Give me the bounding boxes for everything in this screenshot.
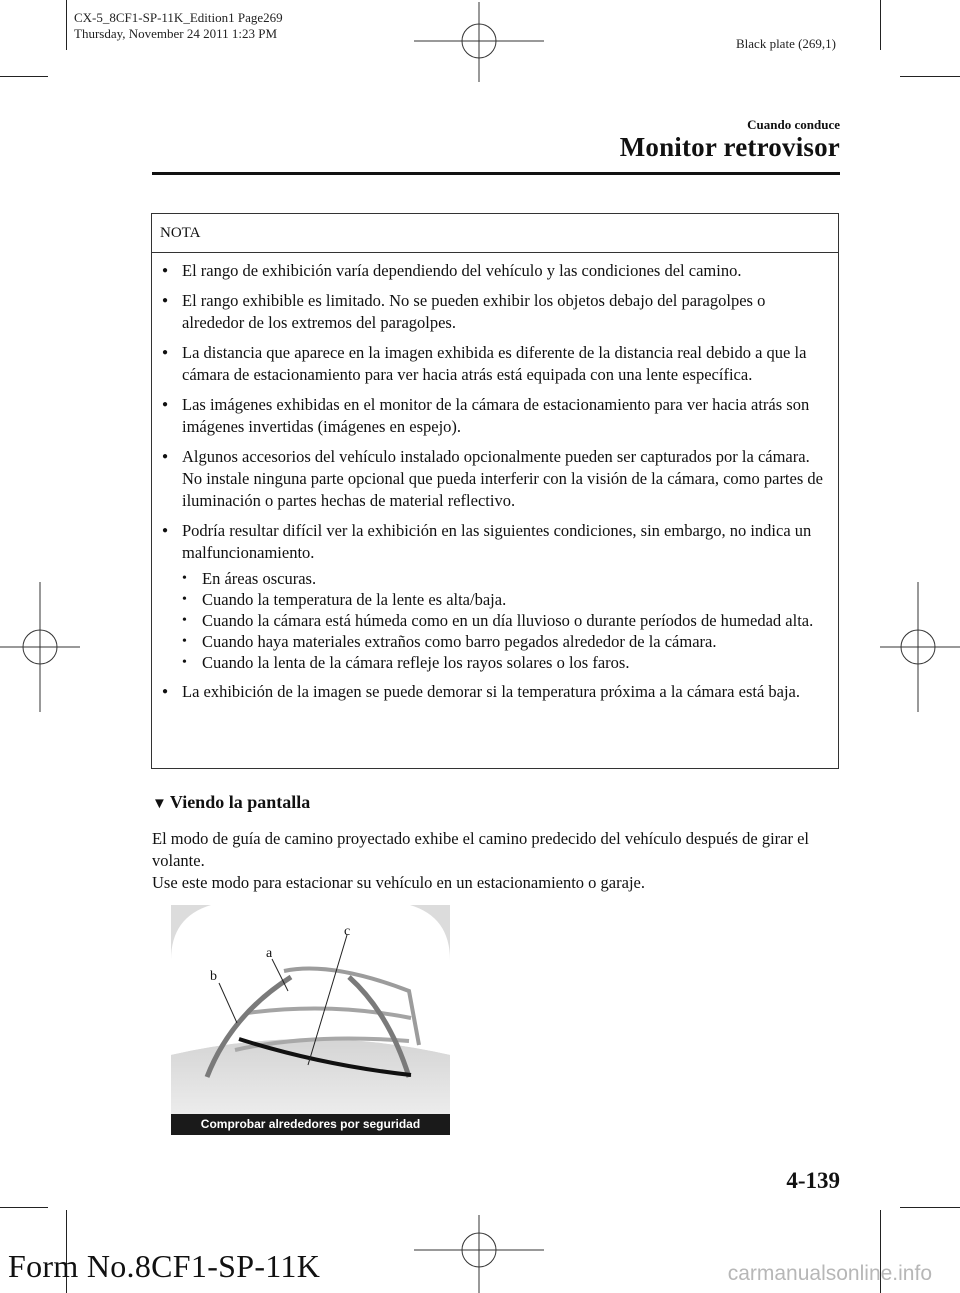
note-item [160, 342, 828, 386]
note-item-text: La exhibición de la imagen se puede demorar si la temperatura próxima a la cámara está baja. [182, 682, 801, 701]
note-item [160, 446, 828, 512]
callout-label-b: b [210, 969, 217, 984]
header-divider [152, 172, 840, 175]
note-item [160, 681, 828, 703]
form-number: Form No.8CF1-SP-11K [8, 1248, 321, 1284]
print-meta-line2: Thursday, November 24 2011 1:23 PM [74, 26, 278, 41]
crop-mark [0, 1207, 48, 1208]
rearview-guide-lines-illustration [171, 905, 450, 1114]
body-text [152, 828, 842, 894]
section-label: Cuando conduce [747, 117, 840, 132]
note-item-text: La distancia que aparece en la imagen exhibida es diferente de la distancia real debido a que la cámara de estacionamiento para ver hacia atrás está equipada con una lente específica. [182, 343, 807, 384]
figure-caption: Comprobar alrededores por seguridad [171, 1114, 450, 1135]
triangle-down-icon: ▼ [152, 796, 167, 812]
page-title: Monitor retrovisor [619, 132, 840, 162]
registration-mark-icon [0, 582, 80, 712]
note-sub-item: • En áreas oscuras. [182, 568, 828, 589]
note-item [160, 394, 828, 438]
note-sub-list [182, 564, 828, 673]
crop-mark [900, 76, 960, 77]
note-heading: NOTA [152, 214, 838, 253]
note-sub-item: • Cuando la temperatura de la lente es alta/baja. [182, 589, 828, 610]
crop-mark [900, 1207, 960, 1208]
plate-label: Black plate (269,1) [736, 36, 836, 51]
note-item [160, 290, 828, 334]
paragraph: Use este modo para estacionar su vehículo en un estacionamiento o garaje. [152, 873, 645, 892]
crop-mark [880, 0, 881, 50]
section-heading-text: Viendo la pantalla [169, 792, 311, 812]
note-item-text: Las imágenes exhibidas en el monitor de la cámara de estacionamiento para ver hacia atrás son imágenes invertidas (imágenes en espejo). [182, 395, 810, 436]
note-item-text: Algunos accesorios del vehículo instalado opcionalmente pueden ser capturados por la cámara. No instale ninguna parte opcional que pueda interferir con la visión de la cámara, como partes de iluminación o partes hechas de material reflectivo. [182, 447, 823, 510]
note-list [152, 253, 838, 703]
rearview-monitor-figure [171, 905, 450, 1135]
callout-label-a: a [266, 946, 273, 961]
note-sub-item: • Cuando la lenta de la cámara refleje los rayos solares o los faros. [182, 652, 828, 673]
print-meta-line1: CX-5_8CF1-SP-11K_Edition1 Page269 [74, 10, 283, 25]
note-sub-item: • Cuando la cámara está húmeda como en un día lluvioso o durante períodos de humedad alta. [182, 610, 828, 631]
crop-mark [66, 0, 67, 50]
note-item [160, 260, 828, 282]
crop-mark [0, 76, 48, 77]
note-item [160, 520, 828, 673]
note-sub-item: • Cuando haya materiales extraños como barro pegados alrededor de la cámara. [182, 631, 828, 652]
note-box [151, 213, 839, 769]
registration-mark-icon [880, 582, 960, 712]
section-heading [152, 792, 310, 813]
paragraph: El modo de guía de camino proyectado exhibe el camino predecido del vehículo después de girar el volante. [152, 829, 810, 870]
note-item-text: Podría resultar difícil ver la exhibición en las siguientes condiciones, sin embargo, no indica un malfuncionamiento. [182, 521, 812, 562]
page-number: 4-139 [786, 1168, 840, 1193]
watermark: carmanualsonline.info [727, 1262, 932, 1285]
print-metadata [74, 10, 283, 42]
callout-label-c: c [344, 924, 351, 939]
registration-mark-icon [414, 2, 544, 82]
note-item-text: El rango de exhibición varía dependiendo del vehículo y las condiciones del camino. [182, 261, 742, 280]
registration-mark-icon [414, 1215, 544, 1293]
note-item-text: El rango exhibible es limitado. No se pueden exhibir los objetos debajo del paragolpes o alrededor de los extremos del paragolpes. [182, 291, 766, 332]
